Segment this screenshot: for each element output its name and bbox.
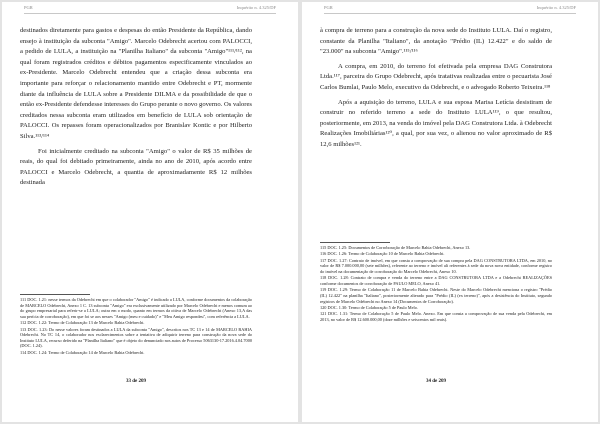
body-paragraph: A compra, em 2010, do terreno foi efetivada pela empresa DAG Construtora Ltda.¹¹⁷, parceira do Grupo Odebrecht, após tratativas realizadas entre o pecuarista José Carlos Bumlai, Paulo Melo, executivo da Odebrecht, e o advogado Roberto Teixeira.¹¹⁸ [320,62,552,91]
side-margin-text [588,30,596,410]
side-margin-text [279,30,287,410]
header-case-number: Inquérito n. 4.325/DF [536,5,576,10]
document-page-right [302,2,598,422]
body-paragraph: Foi inicialmente creditado na subconta "Amigo" o valor de R$ 35 milhões de reais, do qual foi debitado primeiramente, ainda no ano de 2010, após acordo entre PALOCCI e Marcelo Odebrecht, a quantia de aproximadamente R$ 12 milhões destinada [20,147,252,187]
side-margin-text [288,30,296,410]
footnote: 121 DOC. 1.31: Termo de Colaboração 5 de Paulo Melo. Anexo. Em que consta a comprovação de sua venda pela Odebrecht, em 2013, no valor de R$ 12.600.000,00 (doze milhões e seiscentos mil reais). [320,311,552,322]
page-body [20,26,252,193]
footnote: 112 DOC. 1.22: Termo de Colaboração 13 de Marcelo Bahia Odebrecht. [20,320,145,326]
footnotes [320,242,552,323]
footnote: 120 DOC. 1.30: Termo de Colaboração 5 de Paulo Melo. [320,304,418,310]
body-paragraph: à compra de terreno para a construção da nova sede do Instituto LULA. Daí o registro, constante da Planilha "Italiano", da anotação "Prédio (IL) 12.422" e do saldo de "23.000" na subconta "Amigo".¹¹⁵/¹¹⁶ [320,27,552,56]
footnote: 114 DOC. 1.24: Termo de Colaboração 14 de Marcelo Bahia Odebrecht. [20,349,145,355]
footnote-rule [20,294,90,295]
footnote: 113 DOC. 1.23: Do nesse valores foram destinados a LULA da subconta "Amigo", descritos nos TC 13 e 14 de MARCELO BAHIA Odebrecht. No TC 14, o colaborador nos esclarecimentos sobre a tentativa de adiquirir terreno para construção da nova sede do Instituto LULA, recurso deferido na "Planilha Italiano" que é objeto do denunciado nos autos de Processo 5063130-17.2016.4.04.7000 (DOC. 1.24). [20,326,252,349]
footnote-rule [320,242,390,243]
page-number: 33 de 209 [126,379,146,384]
page-body [320,26,552,155]
side-margin-text [270,30,278,410]
footnote: 119 DOC. 1.29: Termo de Colaboração 11 de Marcelo Bahia Odebrecht. Neste do Marcelo Odebrecht menciona o registro "Prédio (IL) 12.422" na planilha "Italiano", posteriormente alterado para "Prédio (IL) (ex terreno)", após a desistência do Instituto, segundo registros de Marcelo Odebrecht no Anexo 14 (Documentos de Corroboração). [320,287,552,304]
footnote: 118 DOC. 1.28: Contrato de compra e venda do terreno entre a DAG CONSTRUTORA LTDA e a Odebrecht REALIZAÇÕES conforme documentos de corroboração de PAULO MELO, Anexo 41. [320,275,552,286]
side-margin-text [579,30,587,410]
body-paragraph: Após a aquisição do terreno, LULA e sua esposa Marisa Letícia desistiram de construir no referido terreno a sede do Instituto LULA¹¹⁹, o que resultou, posteriormente, em 2013, na venda do imóvel pela DAG Construtora Ltda. à Odebrecht Realizações Imobiliárias¹²⁰, a qual, por sua vez, o alienou no valor aproximado de R$ 12,6 milhões¹²¹. [320,98,552,148]
side-margin-text [570,30,578,410]
header-case-number: Inquérito n. 4.325/DF [236,5,276,10]
header-rule [324,13,576,14]
footnotes [20,294,252,356]
body-paragraph: destinados diretamente para gastos e despesas do então Presidente da República, dando ensejo à instituição da subconta "Amigo". Marcelo Odebrecht acertou com PALOCCI, a pedido de LULA, a instituição na "Planilha Italiano" da subconta "Amigo"¹¹¹/¹¹², na qual foram registrados créditos e débitos pagamentos especificamente vinculados ao ex-Presidente. Marcelo Odebrecht entendeu que a criação dessa subconta era importante para reforçar o relacionamento mantido entre Odebrecht e PT, mormente diante da influência de LULA sobre a Presidente DILMA e da possibilidade de que o então ex-Presidente defendesse interesses do Grupo perante o novo governo. Os valores creditados nessa subconta eram utilizados em benefício de LULA sob orientação de PALOCCI. Os repasses foram operacionalizados por Branislav Kontic e por Hilberto Silva.¹¹³/¹¹⁴ [20,27,252,140]
header-rule [24,13,276,14]
header-agency: PGR [24,5,33,10]
footnote: 111 DOC. 1.21: nesse termos da Odebrecht em que o colaborador "Amigo" é indicado a LULA, conforme documentos da colaboração de MARCELO Odebrecht, Anexo 1 C. 13 subconta "Amigo" era exclusivamente utilizado por Marcelo Odebrecht e menos comum ao do grupo empresarial para referir-se a LULA; outra em o modo, quanto em termos da oitiva de Marcelo Odebrecht (Anexo 13,A das sua perícia de corroboração), em que foi se aos nesses "Amigo (meu e cuidado)" e "Meu Amigo respondeu", com referência a LULA. [20,297,252,319]
header-agency: PGR [324,5,333,10]
footnote: 116 DOC. 1.26: Termo de Colaboração 10 de Marcelo Bahia Odebrecht. [320,251,445,257]
document-page-left [2,2,298,422]
footnote: 115 DOC. 1.25: Documentos de Corroboração de Marcelo Bahia Odebrecht, Anexo 13. [320,245,471,250]
page-number: 34 de 209 [426,379,446,384]
footnote: 117 DOC. 1.27: Contrato de imóvel, em que consta a comprovação de sua compra pela DAG CONSTRUTORA LTDA, em 2010, no valor de R$ 7.000.000,00 (sete milhões), referente ao terreno e imóvel ali referentes à sede da nova nova entidade, conforme registro do imóvel na documentação de corroboração do Marcelo Odebrecht, Anexo 10. [320,257,552,274]
